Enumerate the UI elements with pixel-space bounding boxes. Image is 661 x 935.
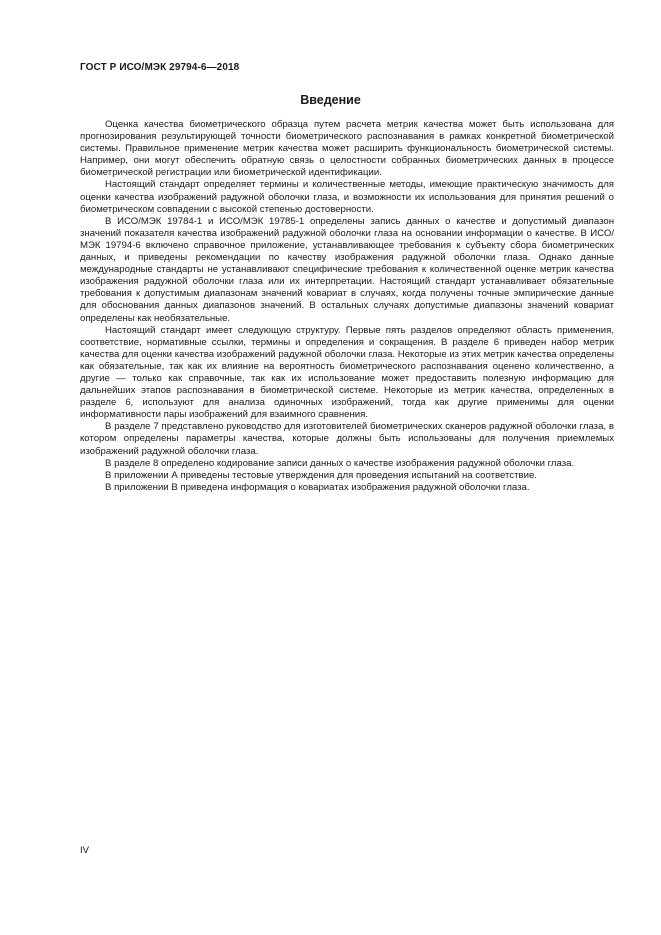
paragraph-1: Оценка качества биометрического образца путем расчета метрик качества может быть использована для прогнозирования результирующей точности биометрического распознавания в рамках конкретной биометрической системы. Правильное применение метрик качества может расширить функциональность биометрической системы. Например, они могут обеспечить обратную связь о целостности собранных биометрических данных в процессе биометрической регистрации или биометрической идентификации.: [80, 119, 614, 179]
paragraph-3: В ИСО/МЭК 19784-1 и ИСО/МЭК 19785-1 определены запись данных о качестве и допустимый диапазон значений показателя качества изображений радужной оболочки глаза на основании информации о качестве. В ИСО/МЭК 19794-6 включено справочное приложение, устанавливающее требования к субъекту сбора биометрических данных, и приведены рекомендации по качеству изображения радужной оболочки глаза. Однако данные международные стандарты не устанавливают специфические требования к количественной оценке метрик качества изображения радужной оболочки глаза или их интерпретации. Настоящий стандарт устанавливает обязательные требования к допустимым диапазонам значений ковариат в случаях, когда получены точные эмпирические данные для обоснования данных диапазонов значений. В остальных случаях допустимые диапазоны значений ковариат определены как необязательные.: [80, 215, 614, 324]
paragraph-8: В приложении В приведена информация о ковариатах изображения радужной оболочки глаза.: [105, 481, 530, 493]
document-header: ГОСТ Р ИСО/МЭК 29794-6—2018: [80, 62, 240, 73]
paragraph-7: В приложении А приведены тестовые утверждения для проведения испытаний на соответствие.: [105, 469, 537, 481]
paragraph-2: Настоящий стандарт определяет термины и количественные методы, имеющие практическую значимость для оценки качества изображений радужной оболочки глаза, и возможности их использования для принятия решений о биометрическом совпадении с высокой степенью достоверности.: [80, 179, 614, 215]
section-title: Введение: [300, 93, 361, 107]
paragraph-4: Настоящий стандарт имеет следующую структуру. Первые пять разделов определяют область применения, соответствие, нормативные ссылки, термины и определения и сокращения. В разделе 6 приведен набор метрик качества для оценки качества изображений радужной оболочки глаза. Некоторые из этих метрик качества определены как обязательные, так как их влияние на вероятность биометрического распознавания оценено количественно, а другие — только как справочные, так как их использование может предоставить полезную информацию для дальнейших этапов распознавания в биометрической системе. Некоторые из метрик качества, определенных в разделе 6, используют для анализа одиночных изображений, тогда как другие применимы для оценки информативности пары изображений для взаимного сравнения.: [80, 324, 614, 421]
paragraph-5: В разделе 7 представлено руководство для изготовителей биометрических сканеров радужной оболочки глаза, в котором определены параметры качества, которые должны быть использованы для получения приемлемых изображений радужной оболочки глаза.: [80, 421, 614, 457]
body-text: [80, 119, 614, 494]
paragraph-6: В разделе 8 определено кодирование записи данных о качестве изображения радужной оболочки глаза.: [105, 457, 575, 469]
page-number: IV: [80, 845, 90, 856]
